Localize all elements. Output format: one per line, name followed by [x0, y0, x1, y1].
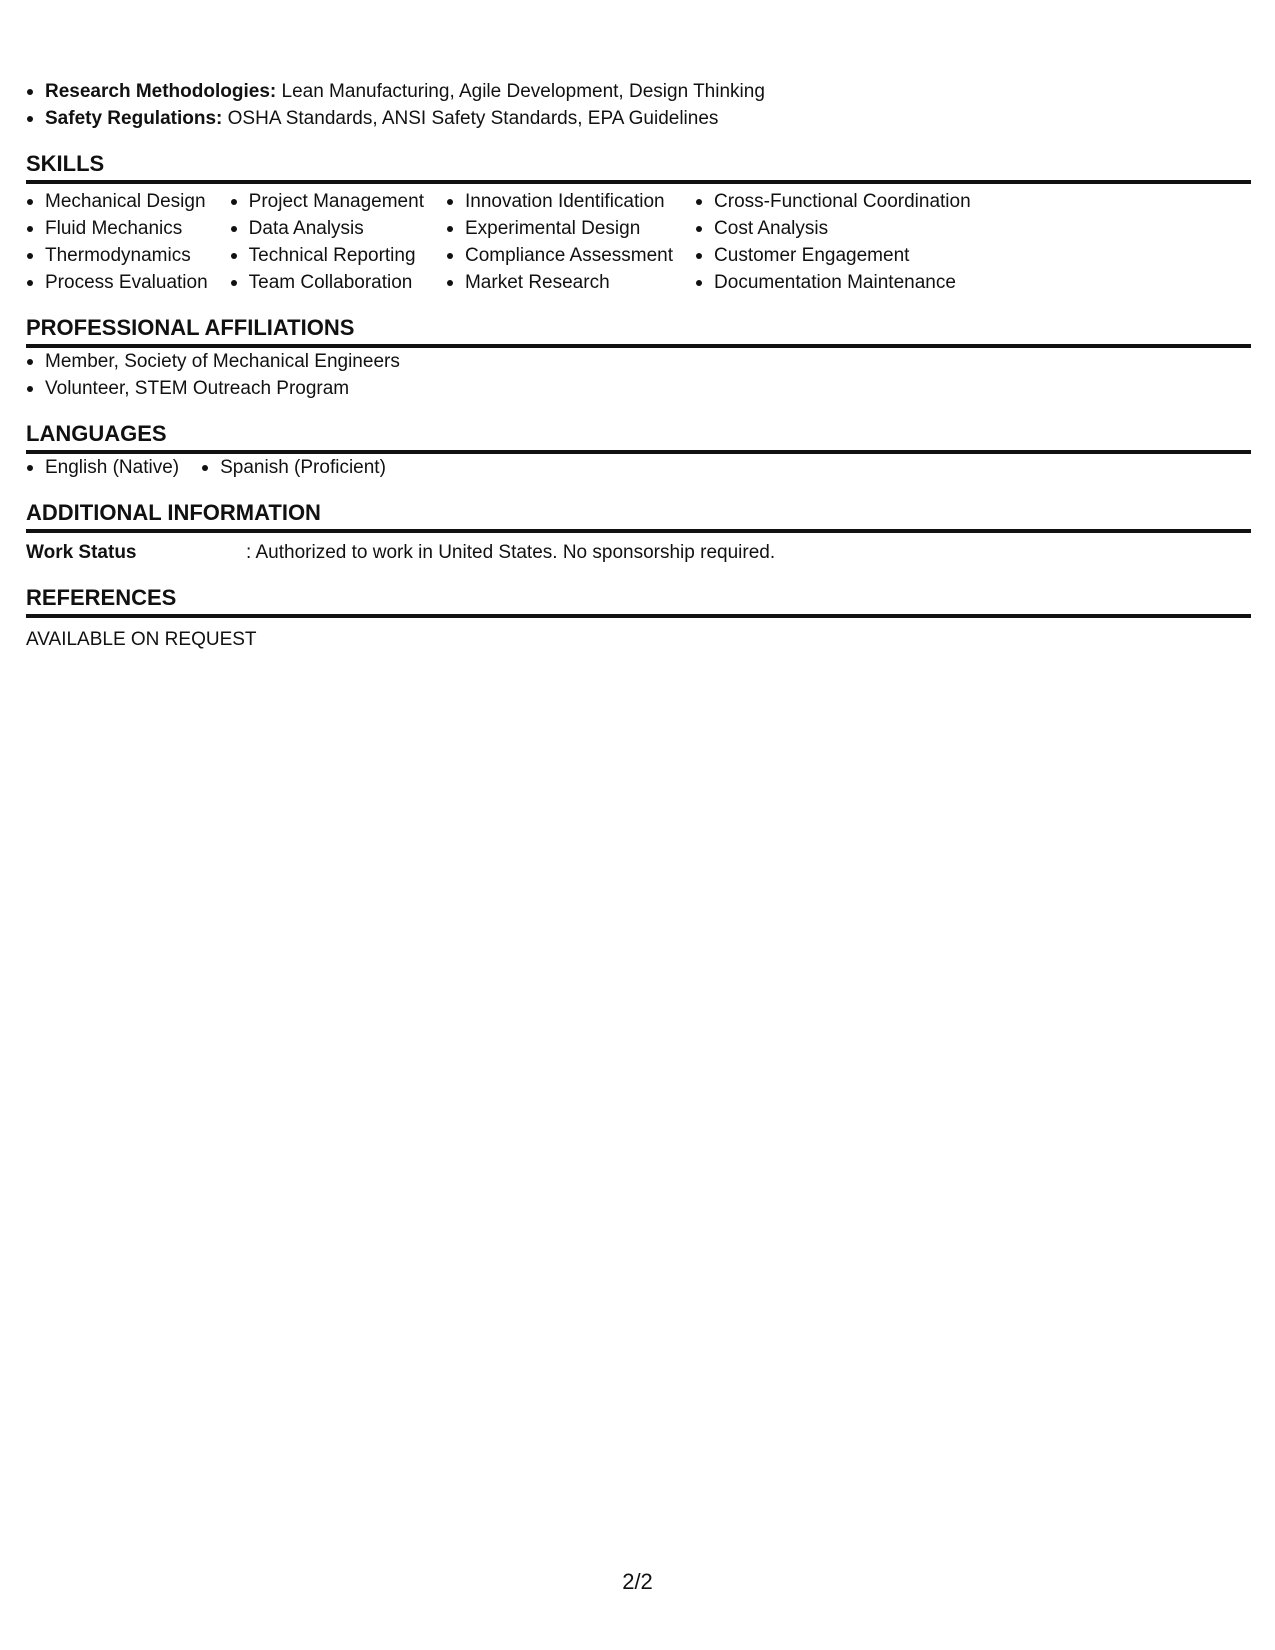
- skill-item: Market Research: [446, 269, 673, 296]
- affiliations-list: [26, 348, 1251, 402]
- skill-item: Experimental Design: [446, 215, 673, 242]
- list-item: Volunteer, STEM Outreach Program: [26, 375, 1251, 402]
- work-status-label: Work Status: [26, 542, 137, 563]
- skill-item: Cross-Functional Coordination: [695, 188, 971, 215]
- item-text: Lean Manufacturing, Agile Development, Design Thinking: [276, 81, 765, 102]
- skill-item: Mechanical Design: [26, 188, 208, 215]
- references-heading: REFERENCES: [26, 584, 1251, 618]
- resume-page: [26, 78, 1251, 653]
- item-label: Safety Regulations:: [45, 108, 223, 129]
- skill-item: Data Analysis: [230, 215, 424, 242]
- skill-item: Innovation Identification: [446, 188, 673, 215]
- skill-item: Technical Reporting: [230, 242, 424, 269]
- skills-column: [230, 188, 424, 296]
- skill-item: Cost Analysis: [695, 215, 971, 242]
- skill-item: Process Evaluation: [26, 269, 208, 296]
- skill-item: Team Collaboration: [230, 269, 424, 296]
- item-text: OSHA Standards, ANSI Safety Standards, EPA Guidelines: [222, 108, 719, 129]
- skill-item: Thermodynamics: [26, 242, 208, 269]
- skills-grid: [26, 188, 1251, 296]
- skill-item: Documentation Maintenance: [695, 269, 971, 296]
- list-item: Member, Society of Mechanical Engineers: [26, 348, 1251, 375]
- top-list: [26, 78, 1251, 132]
- languages-list: [26, 454, 1251, 481]
- language-item: Spanish (Proficient): [201, 454, 386, 481]
- skill-item: Fluid Mechanics: [26, 215, 208, 242]
- work-status-value: : Authorized to work in United States. No sponsorship required.: [246, 542, 776, 563]
- references-text: AVAILABLE ON REQUEST: [26, 629, 257, 650]
- skills-column: [446, 188, 673, 296]
- languages-heading: LANGUAGES: [26, 420, 1251, 454]
- skills-column: [26, 188, 208, 296]
- skills-column: [695, 188, 971, 296]
- page-number: 2/2: [622, 1569, 653, 1594]
- skills-heading: SKILLS: [26, 150, 1251, 184]
- affiliations-heading: PROFESSIONAL AFFILIATIONS: [26, 314, 1251, 348]
- work-status-row: [26, 539, 1251, 566]
- language-item: English (Native): [26, 454, 179, 481]
- skill-item: Project Management: [230, 188, 424, 215]
- item-label: Research Methodologies:: [45, 81, 277, 102]
- list-item: [26, 78, 1251, 105]
- additional-info-heading: ADDITIONAL INFORMATION: [26, 499, 1251, 533]
- skill-item: Compliance Assessment: [446, 242, 673, 269]
- skill-item: Customer Engagement: [695, 242, 971, 269]
- list-item: [26, 105, 1251, 132]
